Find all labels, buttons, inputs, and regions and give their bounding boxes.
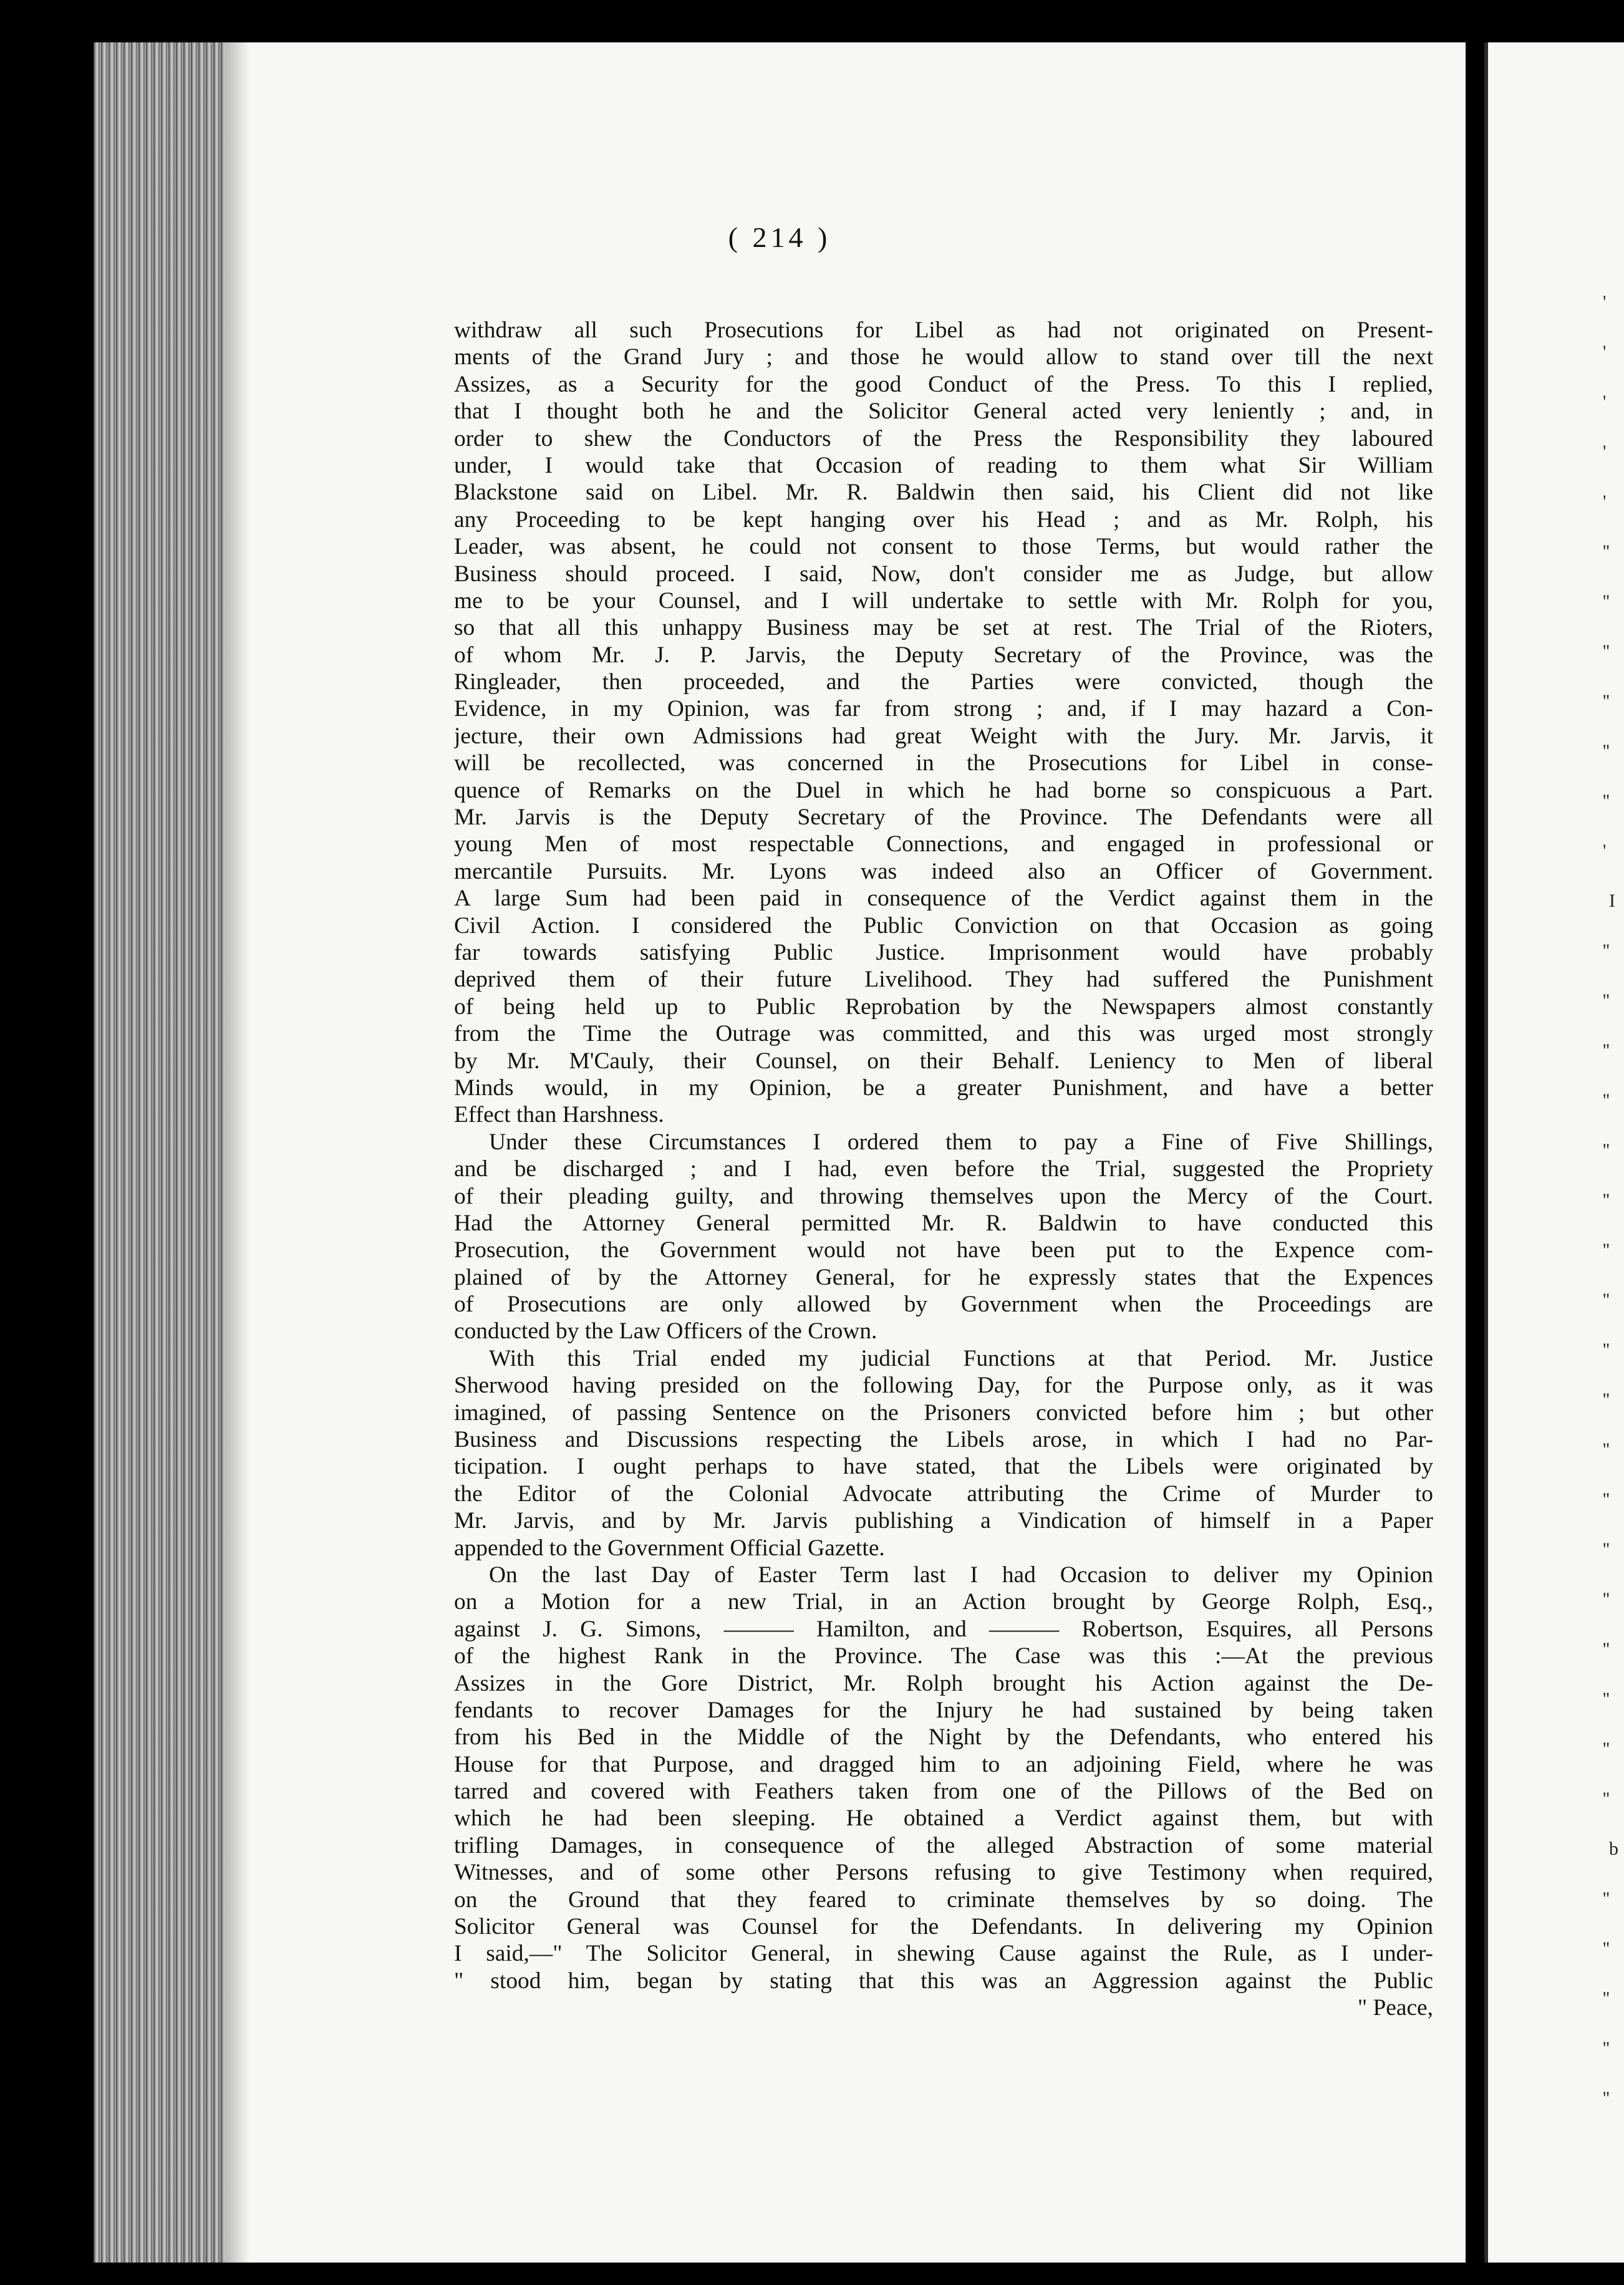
text-line: appended to the Government Official Gazette. [454,1535,885,1561]
text-line: of whom Mr. J. P. Jarvis, the Deputy Secretary of the Province, was the [454,642,1433,668]
text-line: Business and Discussions respecting the Libels arose, in which I had no Par- [454,1427,1433,1453]
body-text [454,317,1433,2022]
page-number: ( 214 ) [728,221,831,253]
text-line: from his Bed in the Middle of the Night by the Defendants, who entered his [454,1724,1433,1751]
text-line: on a Motion for a new Trial, in an Action brought by George Rolph, Esq., [454,1589,1433,1615]
text-line: mercantile Pursuits. Mr. Lyons was indeed also an Officer of Government. [454,858,1433,884]
margin-mark: '' [1603,1539,1610,1560]
text-line: so that all this unhappy Business may be set at rest. The Trial of the Rioters, [454,615,1433,641]
text-line: Witnesses, and of some other Persons refusing to give Testimony when required, [454,1860,1433,1886]
text-line: against J. G. Simons, ——— Hamilton, and ——— Robertson, Esquires, all Persons [454,1616,1433,1642]
margin-mark: '' [1603,1489,1610,1510]
margin-mark: '' [1603,741,1610,761]
text-line: Assizes in the Gore District, Mr. Rolph brought his Action against the De- [454,1670,1433,1696]
margin-mark: '' [1603,1789,1610,1809]
text-line: far towards satisfying Public Justice. Imprisonment would have probably [454,939,1433,965]
text-line: from the Time the Outrage was committed, and this was urged most strongly [454,1021,1433,1047]
text-line: Mr. Jarvis, and by Mr. Jarvis publishing a Vindication of himself in a Paper [454,1508,1433,1534]
text-line: Minds would, in my Opinion, be a greater Punishment, and have a better [454,1075,1433,1101]
text-line: any Proceeding to be kept hanging over his Head ; and as Mr. Rolph, his [454,506,1433,533]
text-line: ments of the Grand Jury ; and those he would allow to stand over till the next [454,344,1433,370]
text-line: With this Trial ended my judicial Functions at that Period. Mr. Justice [489,1345,1433,1371]
margin-mark: '' [1603,541,1610,562]
text-line: Mr. Jarvis is the Deputy Secretary of the Province. The Defendants were all [454,804,1433,831]
text-line: Sherwood having presided on the following Day, for the Purpose only, as it was [454,1373,1433,1399]
margin-mark: '' [1603,591,1610,612]
text-line: and be discharged ; and I had, even before the Trial, suggested the Propriety [454,1156,1433,1182]
margin-mark: '' [1603,791,1610,811]
margin-mark: '' [1603,1589,1610,1610]
margin-mark: '' [1603,940,1610,961]
text-line: that I thought both he and the Solicitor General acted very leniently ; and, in [454,399,1433,425]
margin-mark: '' [1603,2088,1610,2109]
margin-mark: '' [1603,990,1610,1011]
text-line: Leader, was absent, he could not consent to those Terms, but would rather the [454,534,1433,560]
margin-mark: '' [1603,1689,1610,1709]
text-line: order to shew the Conductors of the Press the Responsibility they laboured [454,425,1433,452]
margin-mark: '' [1603,1240,1610,1260]
text-line: ticipation. I ought perhaps to have stated, that the Libels were originated by [454,1454,1433,1480]
text-line: tarred and covered with Feathers taken from one of the Pillows of the Bed on [454,1779,1433,1805]
margin-mark: '' [1603,1938,1610,1959]
book-spine [94,42,225,2263]
margin-mark: '' [1603,1340,1610,1360]
margin-mark: b [1609,1838,1618,1859]
margin-mark: '' [1603,641,1610,662]
catchword: " Peace, [1357,1995,1433,2021]
text-line: Had the Attorney General permitted Mr. R. Baldwin to have conducted this [454,1210,1433,1236]
text-line: on the Ground that they feared to criminate themselves by so doing. The [454,1886,1433,1913]
margin-mark: '' [1603,1090,1610,1111]
margin-mark: '' [1603,1739,1610,1759]
gutter-shadow [225,42,249,2263]
margin-mark: '' [1603,1290,1610,1310]
text-line: of being held up to Public Reprobation by the Newspapers almost constantly [454,993,1433,1020]
text-line: imagined, of passing Sentence on the Prisoners convicted before him ; but other [454,1399,1433,1426]
margin-mark: '' [1603,1888,1610,1909]
text-line: under, I would take that Occasion of reading to them what Sir William [454,452,1433,478]
margin-mark: ' [1603,841,1607,861]
text-line: House for that Purpose, and dragged him to an adjoining Field, where he was [454,1751,1433,1777]
text-line: On the last Day of Easter Term last I had Occasion to deliver my Opinion [489,1562,1433,1588]
text-line: Civil Action. I considered the Public Conviction on that Occasion as going [454,912,1433,939]
margin-mark: ' [1603,442,1607,462]
text-line: Business should proceed. I said, Now, don't consider me as Judge, but allow [454,561,1433,587]
text-line: me to be your Counsel, and I will undertake to settle with Mr. Rolph for you, [454,587,1433,614]
text-line: of Prosecutions are only allowed by Government when the Proceedings are [454,1292,1433,1318]
text-line: Under these Circumstances I ordered them to pay a Fine of Five Shillings, [489,1129,1433,1155]
page-edge-shadow [1484,42,1488,2263]
margin-mark: '' [1603,1190,1610,1210]
margin-mark: ' [1603,392,1607,412]
adjacent-page-edge [1484,42,1624,2263]
text-line: young Men of most respectable Connections, and engaged in professional or [454,831,1433,857]
margin-mark: I [1609,891,1615,911]
text-line: Effect than Harshness. [454,1102,664,1128]
margin-mark: '' [1603,1988,1610,2009]
margin-mark: '' [1603,1389,1610,1410]
text-line: deprived them of their future Livelihood. They had suffered the Punishment [454,967,1433,993]
text-line: plained of by the Attorney General, for he expressly states that the Expences [454,1264,1433,1290]
text-line: I said,—" The Solicitor General, in shewing Cause against the Rule, as I under- [454,1941,1433,1967]
text-line: conducted by the Law Officers of the Crown. [454,1318,877,1345]
text-line: Evidence, in my Opinion, was far from strong ; and, if I may hazard a Con- [454,696,1433,722]
margin-mark: '' [1603,1040,1610,1061]
text-line: A large Sum had been paid in consequence of the Verdict against them in the [454,886,1433,912]
text-line: " stood him, began by stating that this was an Aggression against the Public [454,1968,1433,1994]
margin-mark: '' [1603,1639,1610,1659]
margin-mark: '' [1603,2038,1610,2059]
text-line: fendants to recover Damages for the Injury he had sustained by being taken [454,1697,1433,1723]
text-line: the Editor of the Colonial Advocate attributing the Crime of Murder to [454,1481,1433,1507]
margin-mark: ' [1603,292,1607,312]
text-line: trifling Damages, in consequence of the alleged Abstraction of some material [454,1832,1433,1858]
margin-mark: '' [1603,691,1610,712]
text-line: will be recollected, was concerned in the Prosecutions for Libel in conse- [454,750,1433,776]
text-line: Prosecution, the Government would not have been put to the Expence com- [454,1237,1433,1263]
margin-mark: '' [1603,1439,1610,1460]
margin-mark: '' [1603,1140,1610,1161]
text-line: Assizes, as a Security for the good Conduct of the Press. To this I replied, [454,371,1433,397]
text-line: which he had been sleeping. He obtained a Verdict against them, but with [454,1805,1433,1832]
book-page [94,42,1466,2263]
text-line: of their pleading guilty, and throwing themselves upon the Mercy of the Court. [454,1183,1433,1209]
text-line: Solicitor General was Counsel for the Defendants. In delivering my Opinion [454,1914,1433,1940]
text-line: of the highest Rank in the Province. The Case was this :—At the previous [454,1643,1433,1669]
text-line: jecture, their own Admissions had great Weight with the Jury. Mr. Jarvis, it [454,723,1433,749]
text-line: Blackstone said on Libel. Mr. R. Baldwin then said, his Client did not like [454,480,1433,506]
margin-mark: ' [1603,342,1607,362]
text-line: Ringleader, then proceeded, and the Parties were convicted, though the [454,669,1433,695]
text-line: withdraw all such Prosecutions for Libel as had not originated on Present- [454,317,1433,343]
text-line: quence of Remarks on the Duel in which he had borne so conspicuous a Part. [454,777,1433,803]
margin-mark: ' [1603,491,1607,512]
text-line: by Mr. M'Cauly, their Counsel, on their Behalf. Leniency to Men of liberal [454,1048,1433,1074]
